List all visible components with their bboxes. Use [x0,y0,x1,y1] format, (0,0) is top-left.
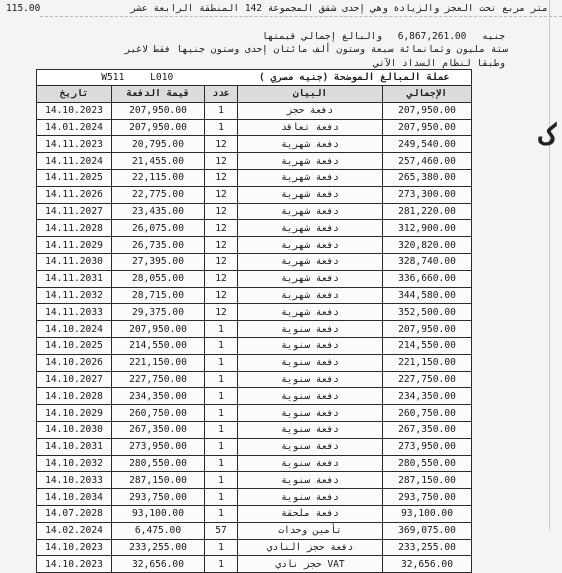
cell-count: 1 [205,556,238,573]
cell-description: دفعة سنوية [238,438,383,455]
cell-date: 14.07.2028 [37,505,112,522]
total-value-line [0,31,505,42]
cell-date: 14.10.2023 [37,539,112,556]
document-header [0,0,562,70]
table-row [37,203,472,220]
cell-date: 14.11.2026 [37,186,112,203]
cell-amount: 26,075.00 [112,220,205,237]
cell-count: 1 [205,102,238,119]
cell-amount: 227,750.00 [112,371,205,388]
cell-description: دفعة ملحقة [238,505,383,522]
cell-description: دفعة سنوية [238,354,383,371]
col-amount: قيمة الدفعة [112,86,205,103]
cell-count: 1 [205,354,238,371]
table-row [37,102,472,119]
cell-amount: 29,375.00 [112,304,205,321]
cell-count: 1 [205,337,238,354]
cell-total: 352,500.00 [383,304,472,321]
payment-schedule-table [36,69,472,573]
table-row [37,505,472,522]
cell-description: دفعة شهرية [238,270,383,287]
cell-total: 207,950.00 [383,102,472,119]
cell-amount: 267,350.00 [112,421,205,438]
cell-total: 93,100.00 [383,505,472,522]
table-row [37,237,472,254]
code-2: L010 [150,72,174,83]
cell-count: 12 [205,186,238,203]
table-row [37,153,472,170]
cell-count: 12 [205,153,238,170]
cell-total: 233,255.00 [383,539,472,556]
table-title-row [37,70,472,86]
cell-count: 1 [205,405,238,422]
cell-date: 14.10.2031 [37,438,112,455]
table-row [37,522,472,539]
col-description: البيان [238,86,383,103]
cell-amount: 22,115.00 [112,169,205,186]
cell-date: 14.10.2034 [37,489,112,506]
cell-total: 369,075.00 [383,522,472,539]
cell-amount: 221,150.00 [112,354,205,371]
cell-description: دفعة سنوية [238,455,383,472]
cell-description: دفعة شهرية [238,287,383,304]
cell-description: دفعة شهرية [238,253,383,270]
cell-date: 14.11.2031 [37,270,112,287]
cell-count: 1 [205,438,238,455]
cell-count: 1 [205,371,238,388]
table-row [37,270,472,287]
table-row [37,405,472,422]
cell-total: 234,350.00 [383,388,472,405]
cell-amount: 32,656.00 [112,556,205,573]
cell-total: 293,750.00 [383,489,472,506]
col-count: عدد [205,86,238,103]
cell-amount: 27,395.00 [112,253,205,270]
cell-description: دفعة سنوية [238,405,383,422]
cell-description: دفعة تعاقد [238,119,383,136]
amount-in-words: ستة مليون وثمانمائة سبعة وستون ألف مائتان إحدى وستون جنيها فقط لاغير [124,44,508,55]
cell-count: 1 [205,321,238,338]
cell-count: 12 [205,220,238,237]
cell-total: 207,950.00 [383,321,472,338]
area-value: 115.00 [6,3,41,14]
table-row [37,169,472,186]
cell-count: 57 [205,522,238,539]
cell-description: دفعة شهرية [238,203,383,220]
cell-total: 207,950.00 [383,119,472,136]
cell-count: 12 [205,169,238,186]
total-currency: جنيه [482,31,505,42]
cell-description: دفعة شهرية [238,237,383,254]
table-row [37,287,472,304]
cell-date: 14.11.2028 [37,220,112,237]
cell-date: 14.10.2027 [37,371,112,388]
cell-amount: 207,950.00 [112,102,205,119]
column-header-row [37,86,472,103]
cell-amount: 287,150.00 [112,472,205,489]
cell-count: 1 [205,421,238,438]
cell-date: 14.11.2030 [37,253,112,270]
cell-description: دفعة شهرية [238,220,383,237]
cell-date: 14.11.2032 [37,287,112,304]
cell-total: 273,950.00 [383,438,472,455]
cell-total: 281,220.00 [383,203,472,220]
cell-count: 1 [205,388,238,405]
dashed-rule [40,16,562,17]
cell-date: 14.02.2024 [37,522,112,539]
cell-amount: 28,055.00 [112,270,205,287]
cell-total: 273,300.00 [383,186,472,203]
cell-date: 14.10.2026 [37,354,112,371]
table-row [37,455,472,472]
cell-date: 14.10.2029 [37,405,112,422]
cell-date: 14.11.2029 [37,237,112,254]
table-row [37,220,472,237]
table-row [37,421,472,438]
table-row [37,489,472,506]
cell-description: دفعة سنوية [238,321,383,338]
cell-total: 344,580.00 [383,287,472,304]
cell-amount: 20,795.00 [112,136,205,153]
cell-date: 14.10.2028 [37,388,112,405]
total-amount: 6,867,261.00 [397,31,467,42]
cell-count: 12 [205,253,238,270]
cell-amount: 22,775.00 [112,186,205,203]
cell-amount: 207,950.00 [112,119,205,136]
cell-total: 260,750.00 [383,405,472,422]
cell-count: 12 [205,287,238,304]
cell-total: 265,380.00 [383,169,472,186]
margin-handwritten-mark: ک [538,118,555,151]
cell-date: 14.10.2033 [37,472,112,489]
cell-description: دفعة حجز [238,102,383,119]
table-row [37,371,472,388]
cell-total: 287,150.00 [383,472,472,489]
cell-description: دفعة سنوية [238,371,383,388]
cell-count: 12 [205,270,238,287]
table-row [37,186,472,203]
cell-description: دفعة شهرية [238,304,383,321]
table-row [37,136,472,153]
cell-total: 227,750.00 [383,371,472,388]
cell-description: دفعة سنوية [238,489,383,506]
cell-date: 14.11.2025 [37,169,112,186]
cell-date: 14.10.2024 [37,321,112,338]
table-row [37,354,472,371]
page-edge [549,0,550,530]
cell-count: 1 [205,539,238,556]
cell-date: 14.10.2023 [37,102,112,119]
col-total: الإجمالي [383,86,472,103]
table-row [37,337,472,354]
cell-description: دفعة سنوية [238,472,383,489]
cell-count: 12 [205,203,238,220]
table-row [37,472,472,489]
table-row [37,304,472,321]
unit-area-text: متر مربع تحت العجز والزيادة وهي إحدى شقق المجموعة 142 المنطقة الرابعة عشر [130,3,548,14]
cell-amount: 234,350.00 [112,388,205,405]
col-date: تاريخ [37,86,112,103]
cell-description: VAT حجز نادي [238,556,383,573]
table-row [37,438,472,455]
table-row [37,539,472,556]
cell-description: دفعة شهرية [238,136,383,153]
cell-amount: 23,435.00 [112,203,205,220]
cell-amount: 6,475.00 [112,522,205,539]
cell-total: 280,550.00 [383,455,472,472]
cell-date: 14.01.2024 [37,119,112,136]
cell-amount: 273,950.00 [112,438,205,455]
cell-description: دفعة شهرية [238,169,383,186]
cell-count: 1 [205,505,238,522]
cell-total: 32,656.00 [383,556,472,573]
cell-amount: 93,100.00 [112,505,205,522]
cell-date: 14.11.2024 [37,153,112,170]
table-row [37,253,472,270]
cell-total: 328,740.00 [383,253,472,270]
cell-total: 320,820.00 [383,237,472,254]
total-label: والبالغ إجمالي قيمتها [261,31,382,42]
cell-date: 14.10.2023 [37,556,112,573]
cell-amount: 21,455.00 [112,153,205,170]
cell-description: دفعة شهرية [238,186,383,203]
cell-date: 14.11.2033 [37,304,112,321]
cell-count: 12 [205,136,238,153]
table-row [37,119,472,136]
cell-amount: 214,550.00 [112,337,205,354]
cell-count: 1 [205,472,238,489]
cell-count: 1 [205,455,238,472]
cell-count: 12 [205,304,238,321]
cell-amount: 26,735.00 [112,237,205,254]
cell-date: 14.11.2027 [37,203,112,220]
cell-total: 336,660.00 [383,270,472,287]
cell-date: 14.10.2025 [37,337,112,354]
table-title: عملة المبالغ الموضحة (جنيه مصري ) [238,70,472,86]
table-row [37,321,472,338]
cell-description: دفعة حجز النادي [238,539,383,556]
cell-amount: 260,750.00 [112,405,205,422]
cell-total: 257,460.00 [383,153,472,170]
table-row [37,556,472,573]
cell-date: 14.10.2032 [37,455,112,472]
cell-date: 14.10.2030 [37,421,112,438]
cell-count: 1 [205,119,238,136]
cell-date: 14.11.2023 [37,136,112,153]
cell-amount: 233,255.00 [112,539,205,556]
table-row [37,388,472,405]
cell-description: تأمين وحدات [238,522,383,539]
cell-description: دفعة شهرية [238,153,383,170]
cell-amount: 280,550.00 [112,455,205,472]
cell-total: 249,540.00 [383,136,472,153]
cell-amount: 293,750.00 [112,489,205,506]
cell-description: دفعة سنوية [238,421,383,438]
cell-total: 267,350.00 [383,421,472,438]
cell-count: 1 [205,489,238,506]
unit-area-line [0,3,548,14]
cell-description: دفعة سنوية [238,337,383,354]
code-1: W511 [101,72,125,83]
cell-amount: 207,950.00 [112,321,205,338]
cell-total: 312,900.00 [383,220,472,237]
cell-total: 221,150.00 [383,354,472,371]
cell-count: 12 [205,237,238,254]
cell-description: دفعة سنوية [238,388,383,405]
cell-total: 214,550.00 [383,337,472,354]
payment-system-label: وطبقا لنظام السداد الآتي [373,58,505,69]
cell-amount: 28,715.00 [112,287,205,304]
